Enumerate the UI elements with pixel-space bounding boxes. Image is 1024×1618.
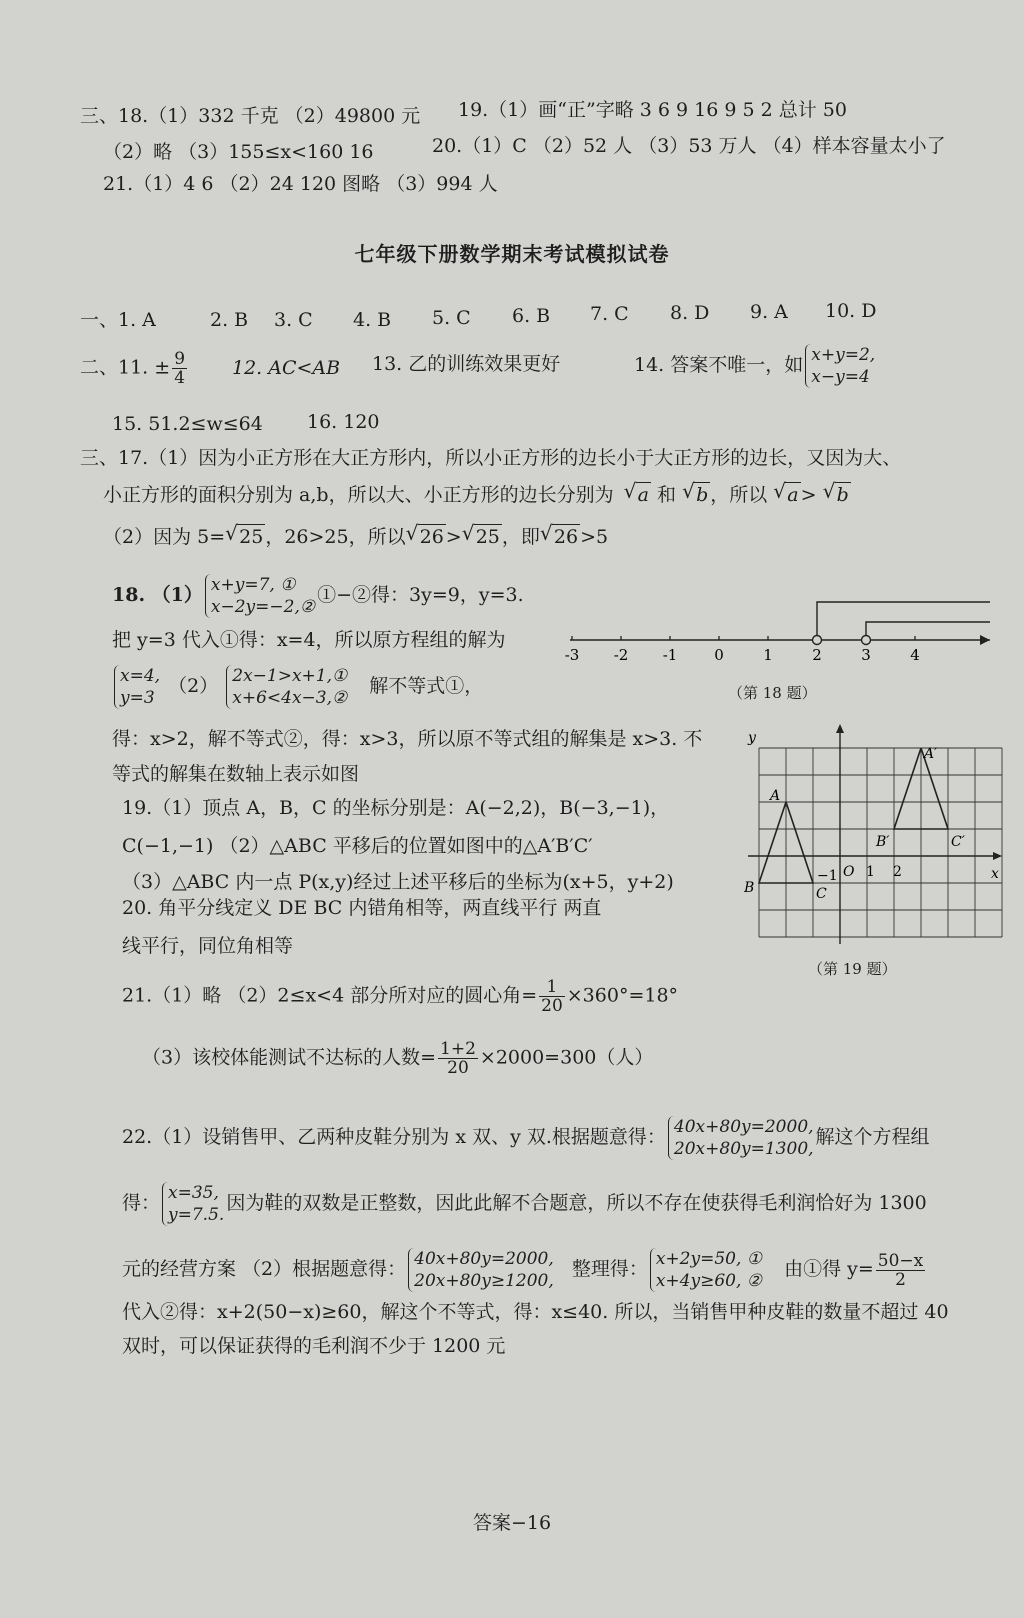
inequality-system: 2x−1>x+1,① x+6<4x−3,② [226, 665, 347, 709]
tick-label: 1 [763, 646, 773, 664]
y-axis-label: y [748, 730, 756, 746]
q22-line2: 得： x=35, y=7.5. 因为鞋的双数是正整数，因此此解不合题意，所以不存在使获得毛利润恰好为 1300 [122, 1183, 927, 1225]
fill-q15: 15. 51.2≤w≤64 [112, 413, 263, 435]
tick-minus-1-label: −1 [817, 868, 838, 884]
q18-line3: x=4, y=3 （2） 2x−1>x+1,① x+6<4x−3,② 解不等式①， [112, 665, 483, 709]
fig19-caption: （第 19 题） [808, 960, 897, 978]
prev-q19: 19.（1）画“正”字略 3 6 9 16 9 5 2 总计 50 [458, 99, 847, 121]
q19-line3: （3）△ABC 内一点 P(x,y)经过上述平移后的坐标为(x+5，y+2) [122, 871, 674, 893]
solution-bracket-x-gt-2 [817, 602, 990, 640]
origin-label: O [843, 864, 855, 880]
open-point-2 [813, 636, 822, 645]
tick-label: -1 [662, 646, 678, 664]
mc-5: 5. C [432, 307, 471, 329]
vertex-a-prime-label: A′ [924, 746, 938, 762]
mc-8: 8. D [670, 302, 710, 324]
fill-q14: 14. 答案不唯一，如 x+y=2, x−y=4 [634, 345, 876, 387]
fraction-3-20: $\frac{1+2}{20}$ [440, 1039, 476, 1078]
q22-line4: 代入②得：x+2(50−x)≥60，解这个不等式，得：x≤40. 所以，当销售甲种皮鞋的数量不超过 40 [122, 1301, 949, 1323]
solution-system: x=35, y=7.5. [162, 1182, 224, 1226]
tick-2-label: 2 [893, 864, 902, 880]
equation-system-2: 40x+80y=2000, 20x+80y≥1200, [408, 1248, 554, 1292]
tick-label: 2 [812, 646, 822, 664]
mc-7: 7. C [590, 303, 629, 325]
mc-10: 10. D [825, 300, 877, 322]
q18-line1: 18. （1） x+y=7, ① x−2y=−2,② ①−②得：3y=9，y=3. [112, 575, 524, 617]
fill-q11: 二、11. ± $\frac{9}{4}$ [80, 349, 186, 388]
mc-4: 4. B [353, 309, 392, 331]
q18-line2: 把 y=3 代入①得：x=4，所以原方程组的解为 [112, 629, 506, 651]
fig18-caption: （第 18 题） [728, 684, 817, 702]
simplified-system: x+2y=50, ① x+4y≥60, ② [650, 1248, 762, 1292]
tick-label: 0 [714, 646, 724, 664]
q22-line1: 22.（1）设销售甲、乙两种皮鞋分别为 x 双、y 双.根据题意得： 40x+80y=2000, 20x+80y=1300, 解这个方程组 [122, 1117, 930, 1159]
tick-label: -3 [564, 646, 580, 664]
vertex-a-label: A [770, 788, 781, 804]
fill-q16: 16. 120 [307, 411, 380, 433]
q22-line5: 双时，可以保证获得的毛利润不少于 1200 元 [122, 1335, 506, 1357]
solution-bracket-x-gt-3 [866, 622, 990, 640]
mc-2: 2. B [210, 309, 249, 331]
x-axis-arrow-icon [993, 852, 1002, 860]
fraction-9-4: $\frac{9}{4}$ [174, 349, 186, 388]
tick-label: 3 [861, 646, 871, 664]
fill-q12: 12. AC<AB [232, 357, 341, 379]
q20-line2: 线平行，同位角相等 [122, 935, 294, 957]
prev-q20: 20.（1）C （2）52 人 （3）53 万人 （4）样本容量太小了 [432, 135, 946, 157]
prev-q18: 三、18.（1）332 千克 （2）49800 元 [80, 105, 421, 127]
y-axis-arrow-icon [836, 724, 844, 733]
mc-6: 6. B [512, 305, 551, 327]
q19-line1: 19.（1）顶点 A，B，C 的坐标分别是：A(−2,2)，B(−3,−1)， [122, 797, 670, 819]
vertex-c-prime-label: C′ [951, 834, 965, 850]
q17-line1: 三、17.（1）因为小正方形在大正方形内，所以小正方形的边长小于大正方形的边长，又因为大、 [80, 447, 902, 469]
fraction-50-x-over-2: $\frac{50-x}{2}$ [877, 1250, 924, 1290]
fraction-1-20: $\frac{1}{20}$ [541, 977, 563, 1016]
vertex-c-label: C [816, 886, 827, 902]
mc-1: 一、1. A [80, 309, 156, 331]
q21-line1: 21.（1）略 （2）2≤x<4 部分所对应的圆心角= $\frac{1}{20}$ ×360°=18° [122, 977, 679, 1016]
vertex-b-prime-label: B′ [876, 834, 890, 850]
exam-title: 七年级下册数学期末考试模拟试卷 [354, 242, 670, 266]
tick-label: 4 [910, 646, 920, 664]
equation-system: 40x+80y=2000, 20x+80y=1300, [668, 1116, 814, 1160]
q17-line2: 小正方形的面积分别为 a,b，所以大、小正方形的边长分别为 √ a 和 √ b ，所以 √ a > √ b [103, 482, 851, 507]
q20-line1: 20. 角平分线定义 DE BC 内错角相等，两直线平行 两直 [122, 897, 602, 919]
coordinate-grid-figure [744, 722, 1006, 954]
equation-system: x+y=2, x−y=4 [805, 344, 875, 388]
number-line-figure [560, 596, 1000, 676]
axis-arrow-icon [980, 635, 990, 645]
open-point-3 [862, 636, 871, 645]
x-axis-label: x [991, 866, 999, 882]
q18-line5: 等式的解集在数轴上表示如图 [112, 763, 360, 785]
mc-9: 9. A [750, 301, 788, 323]
tick-label: -2 [613, 646, 629, 664]
tick-1-label: 1 [866, 864, 875, 880]
q17-line3: （2）因为 5=√ 25 ，26>25，所以√ 26 >√ 25 ，即√ 26 >5 [103, 524, 608, 549]
q19-line2: C(−1,−1) （2）△ABC 平移后的位置如图中的△A′B′C′ [122, 835, 593, 857]
solution-system: x=4, y=3 [114, 665, 160, 709]
page-number: 答案−16 [472, 1512, 552, 1534]
vertex-b-label: B [744, 880, 755, 896]
q21-line2: （3）该校体能测试不达标的人数= $\frac{1+2}{20}$ ×2000=300（人） [142, 1039, 654, 1078]
fill-q13: 13. 乙的训练效果更好 [372, 353, 561, 375]
q18-line4: 得：x>2，解不等式②，得：x>3，所以原不等式组的解集是 x>3. 不 [112, 728, 703, 750]
equation-system: x+y=7, ① x−2y=−2,② [205, 574, 315, 618]
mc-3: 3. C [274, 309, 313, 331]
q22-line3: 元的经营方案 （2）根据题意得： 40x+80y=2000, 20x+80y≥1200, 整理得： x+2y=50, ① x+4y≥60, ② 由①得 y= $\frac{50-x}{2}$ [122, 1249, 924, 1291]
prev-q21: 21.（1）4 6 （2）24 120 图略 （3）994 人 [103, 173, 498, 195]
prev-q18-2: （2）略 （3）155≤x<160 16 [103, 141, 374, 163]
